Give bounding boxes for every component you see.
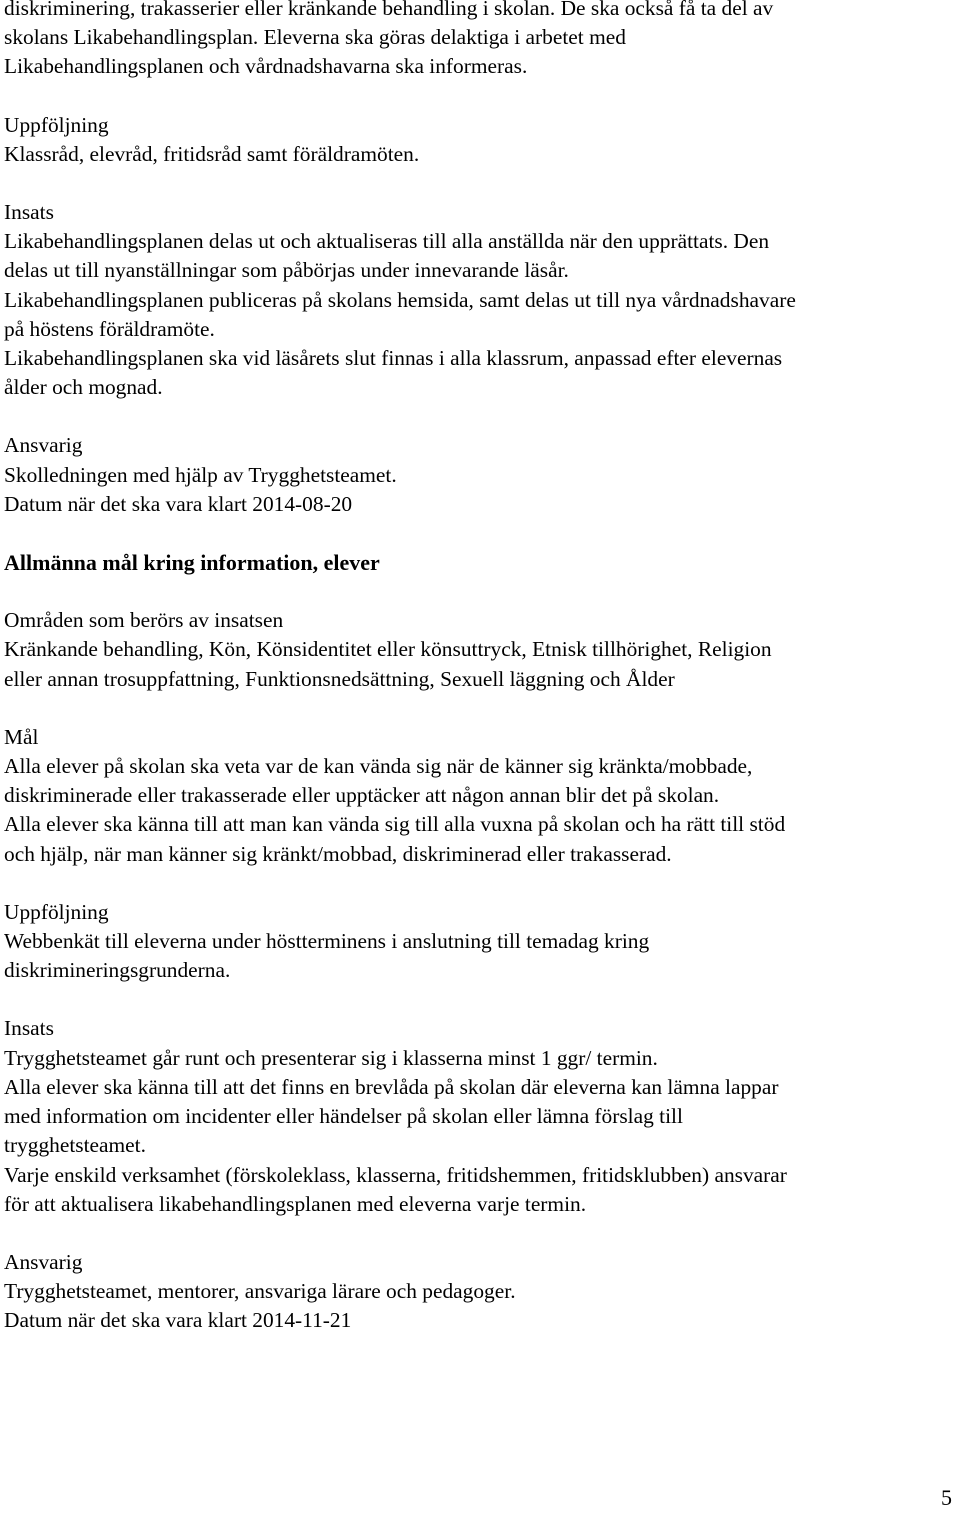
section2-ansvarig bbox=[4, 1248, 954, 1336]
insats-label: Insats bbox=[4, 200, 54, 225]
omraden-label: Områden som berörs av insatsen bbox=[4, 608, 284, 633]
section1-ansvarig bbox=[4, 431, 954, 519]
text-line: och hjälp, när man känner sig kränkt/mobbad, diskriminerad eller trakasserad. bbox=[4, 841, 672, 866]
text-line: Trygghetsteamet går runt och presenterar sig i klasserna minst 1 ggr/ termin. bbox=[4, 1045, 658, 1070]
text-line: Varje enskild verksamhet (förskoleklass, klasserna, fritidshemmen, fritidsklubben) ansvarar bbox=[4, 1162, 787, 1187]
text-line: med information om incidenter eller händelser på skolan eller lämna förslag till bbox=[4, 1104, 683, 1129]
text-line: Likabehandlingsplanen ska vid läsårets slut finnas i alla klassrum, anpassad efter elevernas bbox=[4, 346, 783, 371]
ansvarig-text: Skolledningen med hjälp av Trygghetsteamet. bbox=[4, 462, 397, 487]
text-line: Alla elever på skolan ska veta var de kan vända sig när de känner sig kränkta/mobbade, bbox=[4, 754, 753, 779]
datum-text: Datum när det ska vara klart 2014-08-20 bbox=[4, 491, 353, 516]
text-line: Likabehandlingsplanen publiceras på skolans hemsida, samt delas ut till nya vårdnadshavare bbox=[4, 287, 796, 312]
section-heading: Allmänna mål kring information, elever bbox=[4, 550, 380, 576]
datum-text: Datum när det ska vara klart 2014-11-21 bbox=[4, 1308, 352, 1333]
text-line: Webbenkät till eleverna under höstterminens i anslutning till temadag kring bbox=[4, 929, 650, 954]
section1-insats bbox=[4, 198, 954, 402]
section2-uppfoljning bbox=[4, 898, 954, 986]
uppfoljning-label: Uppföljning bbox=[4, 112, 109, 137]
top-paragraph bbox=[4, 0, 954, 82]
text-line: diskriminerade eller trakasserade eller upptäcker att någon annan blir det på skolan. bbox=[4, 783, 720, 808]
ansvarig-label: Ansvarig bbox=[4, 1249, 83, 1274]
section2-omraden bbox=[4, 606, 954, 694]
section1-uppfoljning bbox=[4, 111, 954, 169]
uppfoljning-label: Uppföljning bbox=[4, 899, 109, 924]
text-line: ålder och mognad. bbox=[4, 375, 163, 400]
document-page bbox=[4, 0, 954, 1336]
text-line: för att aktualisera likabehandlingsplanen med eleverna varje termin. bbox=[4, 1191, 587, 1216]
page-number: 5 bbox=[941, 1485, 952, 1510]
text-line: på höstens föräldramöte. bbox=[4, 316, 215, 341]
text-line: Likabehandlingsplanen och vårdnadshavarna ska informeras. bbox=[4, 54, 528, 79]
text-line: skolans Likabehandlingsplan. Eleverna ska göras delaktiga i arbetet med bbox=[4, 25, 626, 50]
text-line: Kränkande behandling, Kön, Könsidentitet eller könsuttryck, Etnisk tillhörighet, Religion bbox=[4, 637, 772, 662]
insats-label: Insats bbox=[4, 1016, 54, 1041]
uppfoljning-text: Klassråd, elevråd, fritidsråd samt föräldramöten. bbox=[4, 141, 420, 166]
text-line: Alla elever ska känna till att man kan vända sig till alla vuxna på skolan och ha rätt till stöd bbox=[4, 812, 786, 837]
ansvarig-text: Trygghetsteamet, mentorer, ansvariga lärare och pedagoger. bbox=[4, 1279, 516, 1304]
text-line: Alla elever ska känna till att det finns en brevlåda på skolan där eleverna kan lämna lappar bbox=[4, 1074, 779, 1099]
section2-insats bbox=[4, 1014, 954, 1218]
text-line: trygghetsteamet. bbox=[4, 1133, 146, 1158]
text-line: delas ut till nyanställningar som påbörjas under innevarande läsår. bbox=[4, 258, 569, 283]
text-line: diskriminering, trakasserier eller kränkande behandling i skolan. De ska också få ta del av bbox=[4, 0, 774, 20]
mal-label: Mål bbox=[4, 724, 39, 749]
text-line: eller annan trosuppfattning, Funktionsnedsättning, Sexuell läggning och Ålder bbox=[4, 666, 675, 691]
section2-mal bbox=[4, 723, 954, 869]
ansvarig-label: Ansvarig bbox=[4, 433, 83, 458]
text-line: diskrimineringsgrunderna. bbox=[4, 958, 231, 983]
text-line: Likabehandlingsplanen delas ut och aktualiseras till alla anställda när den upprättats. Den bbox=[4, 229, 770, 254]
